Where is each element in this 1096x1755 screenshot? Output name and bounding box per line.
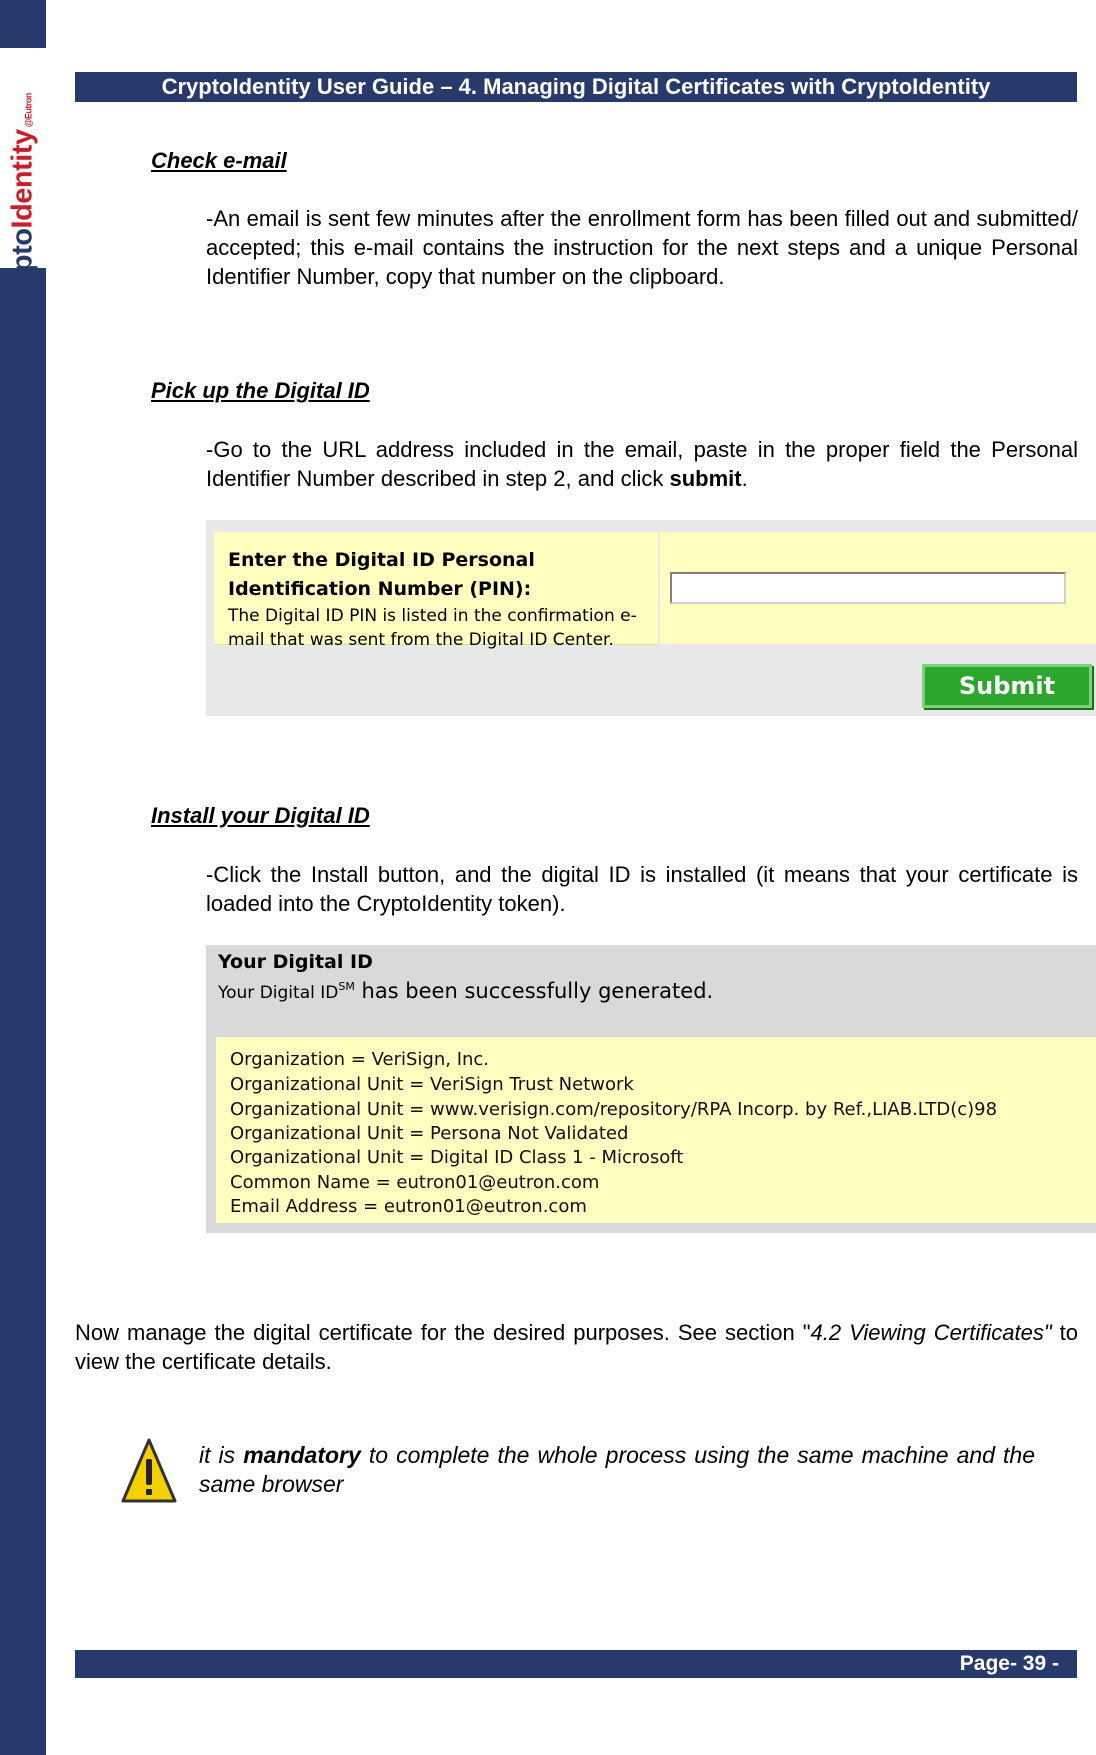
- certificate-field: Organizational Unit = Digital ID Class 1 - Microsoft: [230, 1147, 684, 1168]
- warning-text: [199, 1441, 1035, 1499]
- certificate-field: Organizational Unit = Persona Not Validated: [230, 1123, 629, 1144]
- warning-icon: [120, 1437, 178, 1505]
- pick-up-text: -Go to the URL address included in the email, paste in the proper field the Personal Identifier Number described in step 2, and click: [206, 437, 1078, 491]
- brand-logo: [0, 48, 46, 319]
- section-title-install: Install your Digital ID: [151, 803, 370, 828]
- logo-wordmark: [7, 93, 40, 319]
- pick-up-text-end: .: [741, 466, 748, 491]
- section-title-check-email: Check e-mail: [151, 148, 287, 173]
- logo-small-mark: @Eutron: [23, 93, 34, 128]
- certificate-field: Organizational Unit = www.verisign.com/repository/RPA Incorp. by Ref.,LIAB.LTD(c)98: [230, 1099, 998, 1120]
- certificate-field: Organization = VeriSign, Inc.: [230, 1049, 490, 1070]
- warning-text-end: to complete the whole process using the same machine and the same browser: [199, 1442, 1035, 1497]
- pin-input-cell: [658, 532, 1096, 644]
- closing-paragraph: [75, 1318, 1078, 1376]
- section-text-install: -Click the Install button, and the digital ID is installed (it means that your certificate is loaded into the CryptoIdentity token).: [206, 862, 1078, 916]
- pin-input[interactable]: [670, 572, 1066, 604]
- digital-id-subtitle-end: has been successfully generated.: [354, 979, 714, 1003]
- certificate-field: Email Address = eutron01@eutron.com: [230, 1196, 587, 1217]
- digital-id-title: Your Digital ID: [218, 951, 373, 973]
- logo-part-2: Identity: [6, 129, 39, 229]
- pin-label-cell: [214, 532, 658, 650]
- warning-text-start: it is: [199, 1442, 244, 1468]
- closing-text-end: to view the certificate details.: [75, 1320, 1078, 1374]
- certificate-field: Organizational Unit = VeriSign Trust Network: [230, 1074, 634, 1095]
- certificate-field: Common Name = eutron01@eutron.com: [230, 1172, 600, 1193]
- pin-form-title: [228, 546, 648, 604]
- section-title-pick-up: Pick up the Digital ID: [151, 378, 370, 403]
- pin-form-screenshot: [206, 520, 1096, 716]
- pin-help-text: The Digital ID PIN is listed in the confirmation e-mail that was sent from the Digital ID Center.: [228, 606, 637, 650]
- page-footer: Page- 39 -: [75, 1650, 1077, 1678]
- section-text-check-email: -An email is sent few minutes after the enrollment form has been filled out and submitted/ accepted; this e-mail contains the instruction for the next steps and a unique Personal Identifier Number, copy that number on the clipboard.: [206, 206, 1078, 289]
- digital-id-subtitle: [218, 979, 713, 1003]
- digital-id-subtitle-start: Your Digital ID: [218, 983, 339, 1003]
- closing-section-ref: 4.2 Viewing Certificates": [810, 1320, 1052, 1345]
- submit-button[interactable]: Submit: [922, 664, 1092, 708]
- digital-id-subtitle-sup: SM: [338, 980, 355, 993]
- page-header: CryptoIdentity User Guide – 4. Managing Digital Certificates with CryptoIdentity: [75, 72, 1077, 102]
- closing-text-start: Now manage the digital certificate for the desired purposes. See section ": [75, 1320, 811, 1345]
- submit-word: submit: [669, 466, 742, 491]
- pin-title-line-1: Enter the Digital ID Personal: [228, 549, 535, 571]
- pin-title-line-2: Identification Number (PIN):: [228, 578, 532, 600]
- digital-id-screenshot: [206, 945, 1096, 1233]
- warning-mandatory: mandatory: [243, 1442, 361, 1468]
- logo-part-1: Crypto: [6, 228, 39, 319]
- section-text-pick-up: [206, 435, 1078, 493]
- certificate-details-box: [216, 1037, 1096, 1223]
